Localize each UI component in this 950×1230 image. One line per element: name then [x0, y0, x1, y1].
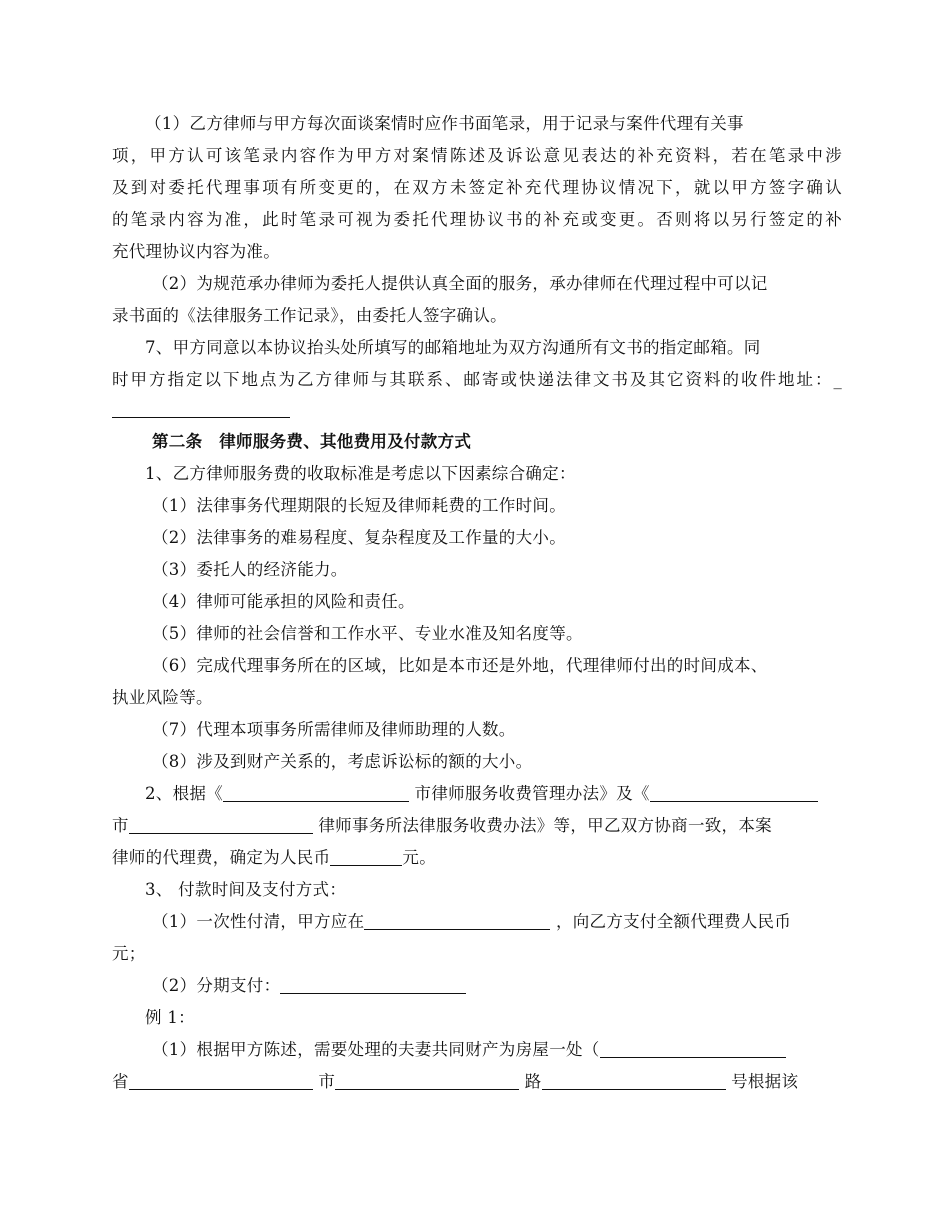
factor-7: （7）代理本项事务所需律师及律师助理的人数。 [152, 720, 516, 739]
paragraph-1-line-4: 的笔录内容为准，此时笔录可视为委托代理协议书的补充或变更。否则将以另行签定的补 [112, 210, 842, 229]
factor-3: （3）委托人的经济能力。 [152, 560, 348, 579]
paragraph-2-line-2: 录书面的《法律服务工作记录》，由委托人签字确认。 [112, 306, 507, 325]
item-2-text-c: 市 [112, 816, 129, 835]
item-2-text-b: 市律师服务收费管理办法》及《 [409, 784, 650, 803]
city-blank-2[interactable] [650, 783, 818, 802]
item-2-text-f: 元。 [402, 848, 437, 867]
item-2-line-3 [112, 846, 842, 870]
address-blank-line [112, 417, 290, 418]
province-blank[interactable] [129, 1071, 313, 1090]
payment-option-1-text-b: ，向乙方支付全额代理费人民币 [550, 912, 792, 931]
factor-8: （8）涉及到财产关系的，考虑诉讼标的额的大小。 [152, 752, 533, 771]
factor-5: （5）律师的社会信誉和工作水平、专业水准及知名度等。 [152, 624, 583, 643]
factor-1: （1）法律事务代理期限的长短及律师耗费的工作时间。 [152, 496, 566, 515]
paragraph-2-line-1: （2）为规范承办律师为委托人提供认真全面的服务，承办律师在代理过程中可以记 [152, 274, 768, 293]
payment-option-2-text: （2）分期支付： [152, 976, 281, 995]
payment-option-1-text-a: （1）一次性付清，甲方应在 [152, 912, 365, 931]
item-2-line-1 [145, 782, 842, 806]
item-2-text-e: 律师的代理费，确定为人民币 [112, 848, 331, 867]
paragraph-1-line-3: 及到对委托代理事项有所变更的，在双方未签定补充代理协议情况下，就以甲方签字确认 [112, 178, 842, 197]
example-1-line-2 [112, 1070, 842, 1094]
factor-6-line-2: 执业风险等。 [112, 688, 213, 707]
paragraph-1-line-2: 项，甲方认可该笔录内容作为甲方对案情陈述及诉讼意见表达的补充资料，若在笔录中涉 [112, 146, 842, 165]
example-1-text-province: 省 [112, 1072, 129, 1091]
city-blank-3[interactable] [335, 1071, 519, 1090]
paragraph-1-line-5: 充代理协议内容为准。 [112, 242, 280, 261]
paragraph-3-line-1: 7、甲方同意以本协议抬头处所填写的邮箱地址为双方沟通所有文书的指定邮箱。同 [145, 338, 761, 357]
article-2-title: 第二条 律师服务费、其他费用及付款方式 [152, 432, 472, 451]
factor-6-line-1: （6）完成代理事务所在的区域，比如是本市还是外地，代理律师付出的时间成本、 [152, 656, 768, 675]
example-1-label: 例 1： [145, 1008, 195, 1027]
city-blank-1[interactable] [223, 783, 409, 802]
property-blank[interactable] [600, 1039, 786, 1058]
fee-standard-intro: 1、乙方律师服务费的收取标准是考虑以下因素综合确定： [145, 464, 576, 483]
payment-option-1-line-2: 元； [112, 944, 146, 963]
firm-blank[interactable] [129, 815, 313, 834]
item-2-text-d: 律师事务所法律服务收费办法》等，甲乙双方协商一致，本案 [312, 816, 772, 835]
item-2-line-2 [112, 814, 842, 838]
factor-4: （4）律师可能承担的风险和责任。 [152, 592, 415, 611]
example-1-text-a: （1）根据甲方陈述，需要处理的夫妻共同财产为房屋一处（ [152, 1040, 600, 1059]
item-3-title: 3、 付款时间及支付方式： [145, 880, 347, 899]
installment-blank[interactable] [280, 975, 466, 994]
example-1-line-1 [152, 1038, 842, 1062]
payment-option-2 [152, 974, 842, 998]
payment-option-1 [152, 910, 842, 934]
road-blank[interactable] [542, 1071, 726, 1090]
paragraph-1-line-1: （1）乙方律师与甲方每次面谈案情时应作书面笔录，用于记录与案件代理有关事 [145, 114, 744, 133]
example-1-text-road: 路 [519, 1072, 542, 1091]
factor-2: （2）法律事务的难易程度、复杂程度及工作量的大小。 [152, 528, 566, 547]
item-2-text-a: 2、根据《 [145, 784, 223, 803]
payment-date-blank[interactable] [364, 911, 550, 930]
fee-amount-blank[interactable] [330, 847, 402, 866]
example-1-text-number: 号根据该 [725, 1072, 799, 1091]
example-1-text-city: 市 [312, 1072, 336, 1091]
paragraph-3-line-2: 时甲方指定以下地点为乙方律师与其联系、邮寄或快递法律文书及其它资料的收件地址：_ [112, 370, 842, 389]
